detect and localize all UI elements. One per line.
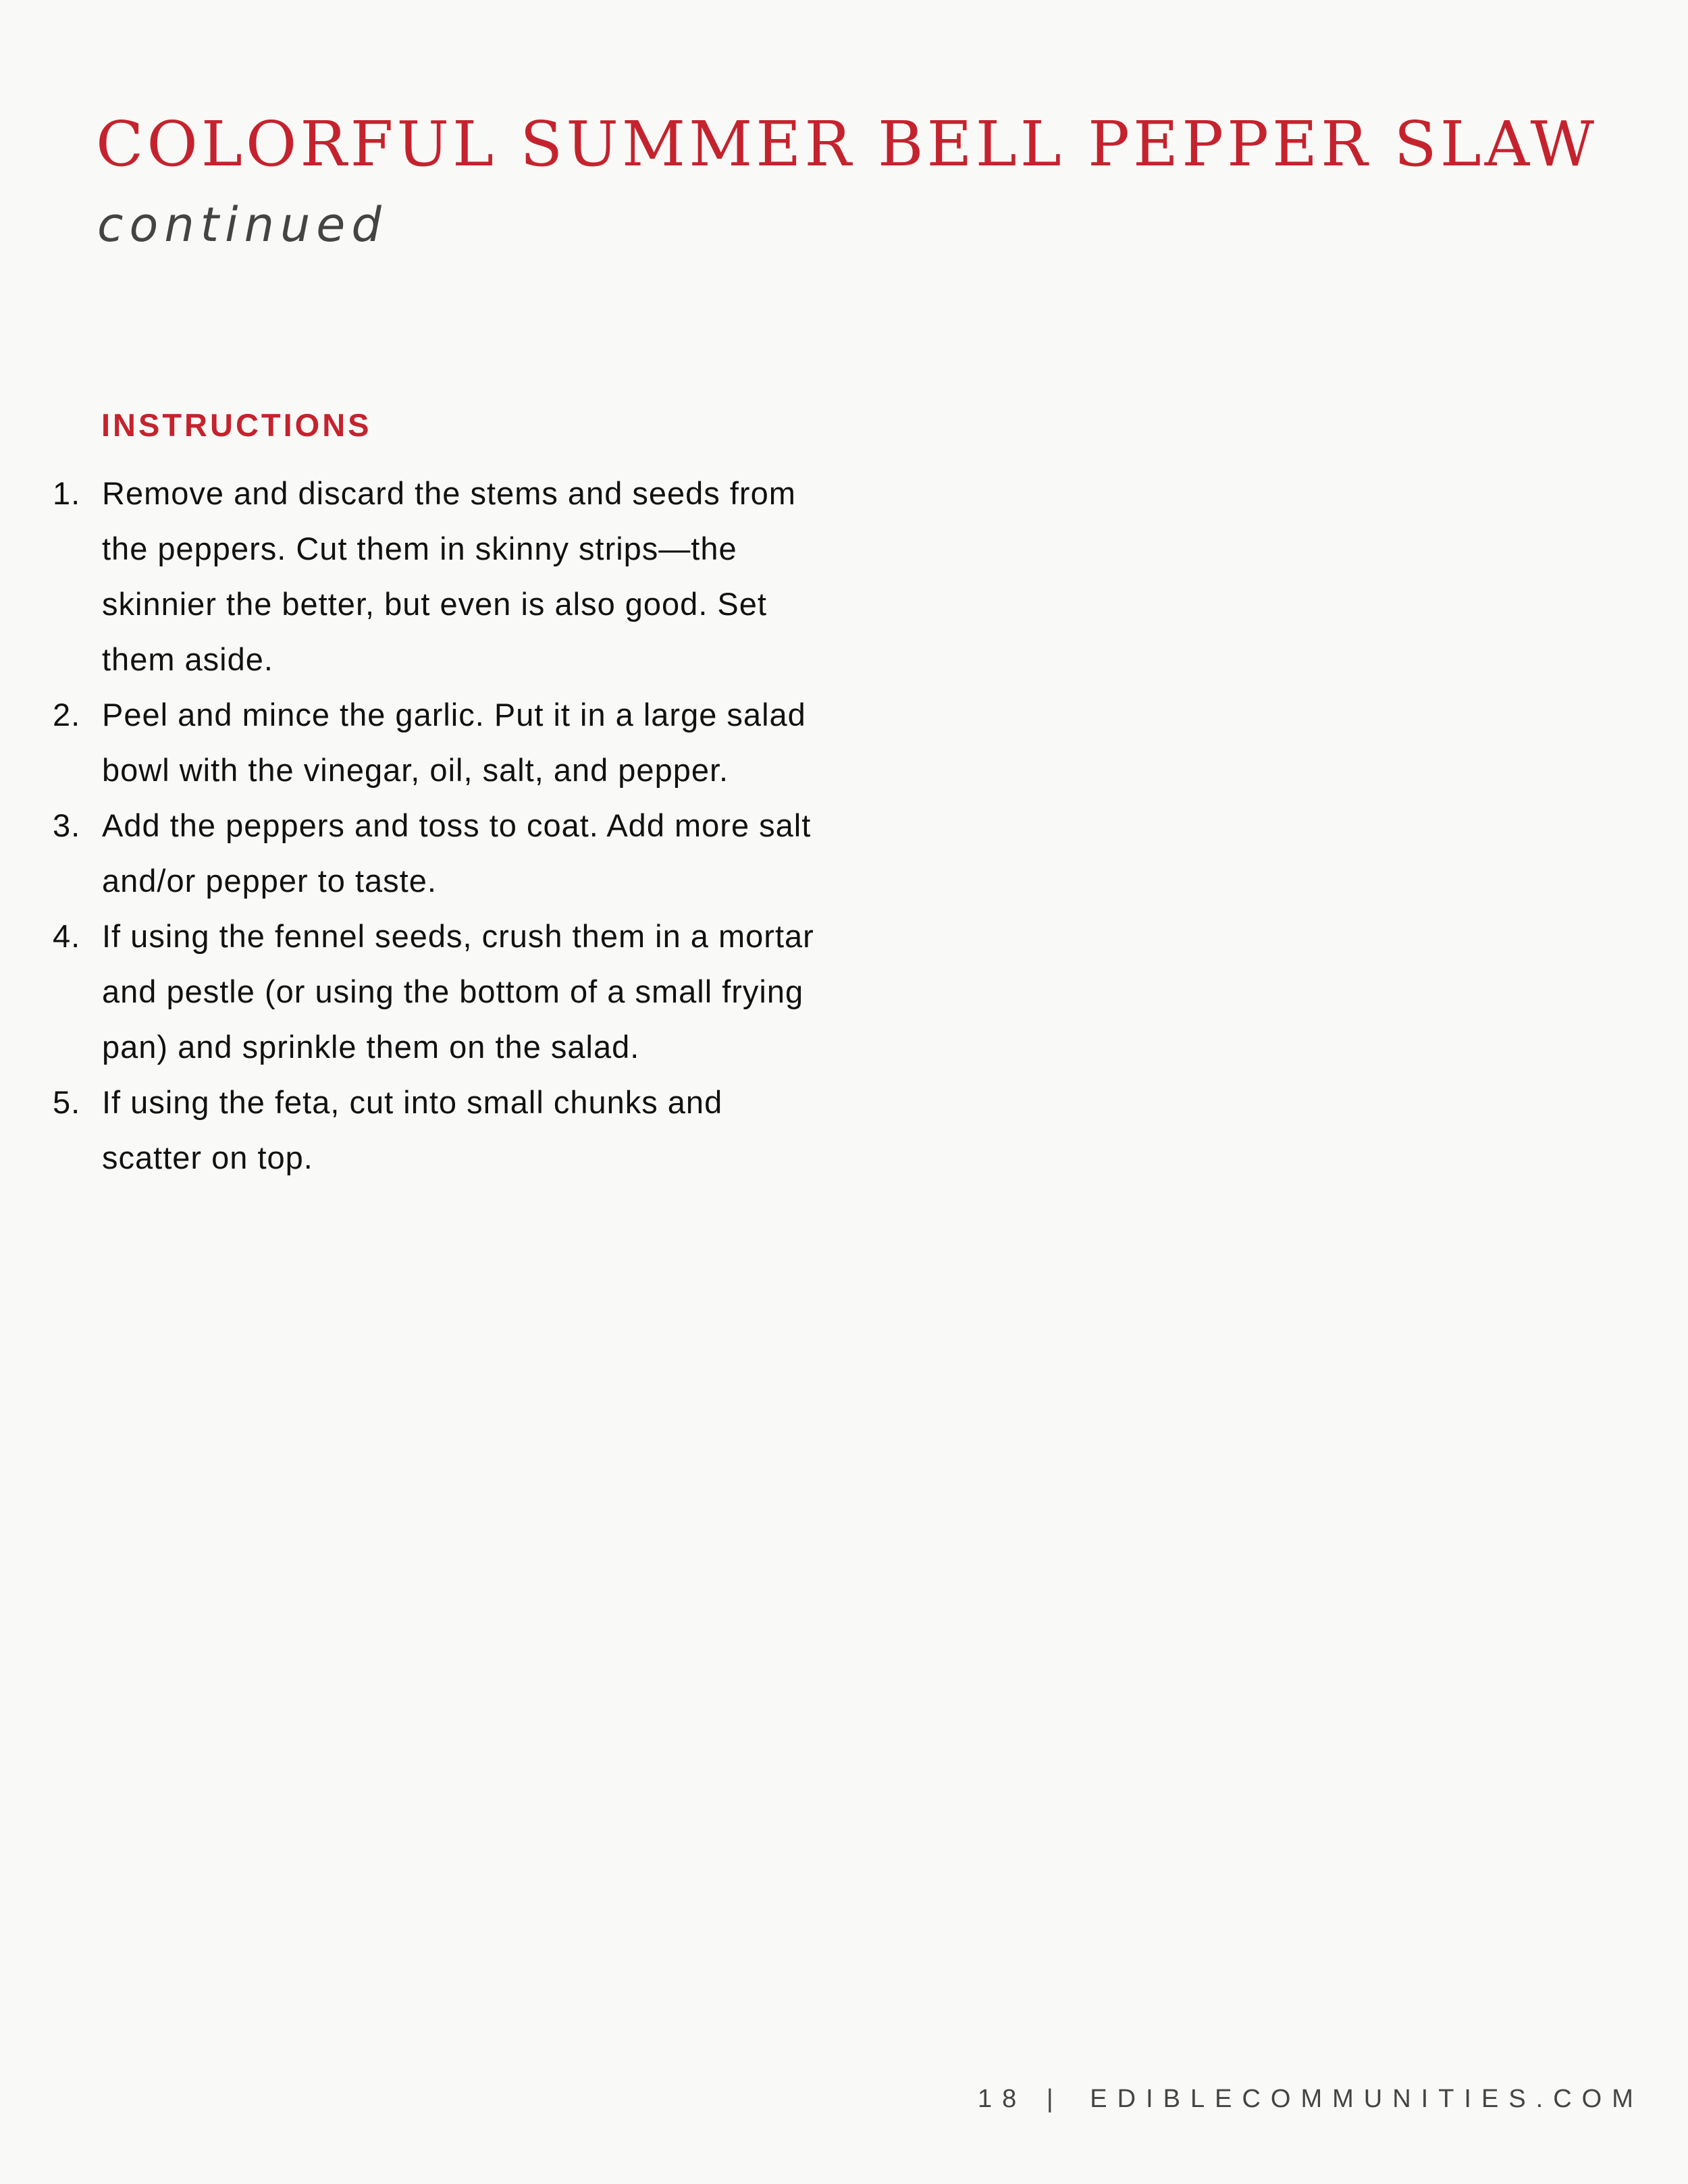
instruction-step-3 xyxy=(53,798,822,909)
page-title: COLORFUL SUMMER BELL PEPPER SLAW xyxy=(96,108,1598,180)
website-link[interactable]: EDIBLECOMMUNITIES.COM xyxy=(1090,2085,1643,2113)
step-number: 2. xyxy=(53,697,81,733)
page-number: 18 xyxy=(978,2085,1027,2113)
step-number: 4. xyxy=(53,918,81,954)
footer-separator: | xyxy=(1046,2085,1063,2113)
step-text: Add the peppers and toss to coat. Add more salt and/or pepper to taste. xyxy=(102,807,812,899)
step-number: 5. xyxy=(53,1084,81,1120)
instruction-step-4 xyxy=(53,909,822,1075)
step-text: If using the feta, cut into small chunks and scatter on top. xyxy=(102,1084,723,1175)
instruction-step-5 xyxy=(53,1075,822,1186)
step-text: Remove and discard the stems and seeds from the peppers. Cut them in skinny strips—the skinnier the better, but even is also good. Set them aside. xyxy=(102,475,796,677)
page-subtitle: continued xyxy=(97,197,388,252)
step-text: Peel and mince the garlic. Put it in a large salad bowl with the vinegar, oil, salt, and pepper. xyxy=(102,697,806,788)
step-text: If using the fennel seeds, crush them in a mortar and pestle (or using the bottom of a small frying pan) and sprinkle them on the salad. xyxy=(102,918,814,1065)
instructions-list xyxy=(53,466,822,1186)
instruction-step-1 xyxy=(53,466,822,687)
instruction-step-2 xyxy=(53,687,822,798)
step-number: 1. xyxy=(53,475,81,511)
page-footer xyxy=(978,2086,1643,2112)
step-number: 3. xyxy=(53,807,81,843)
instructions-heading: INSTRUCTIONS xyxy=(101,407,372,443)
